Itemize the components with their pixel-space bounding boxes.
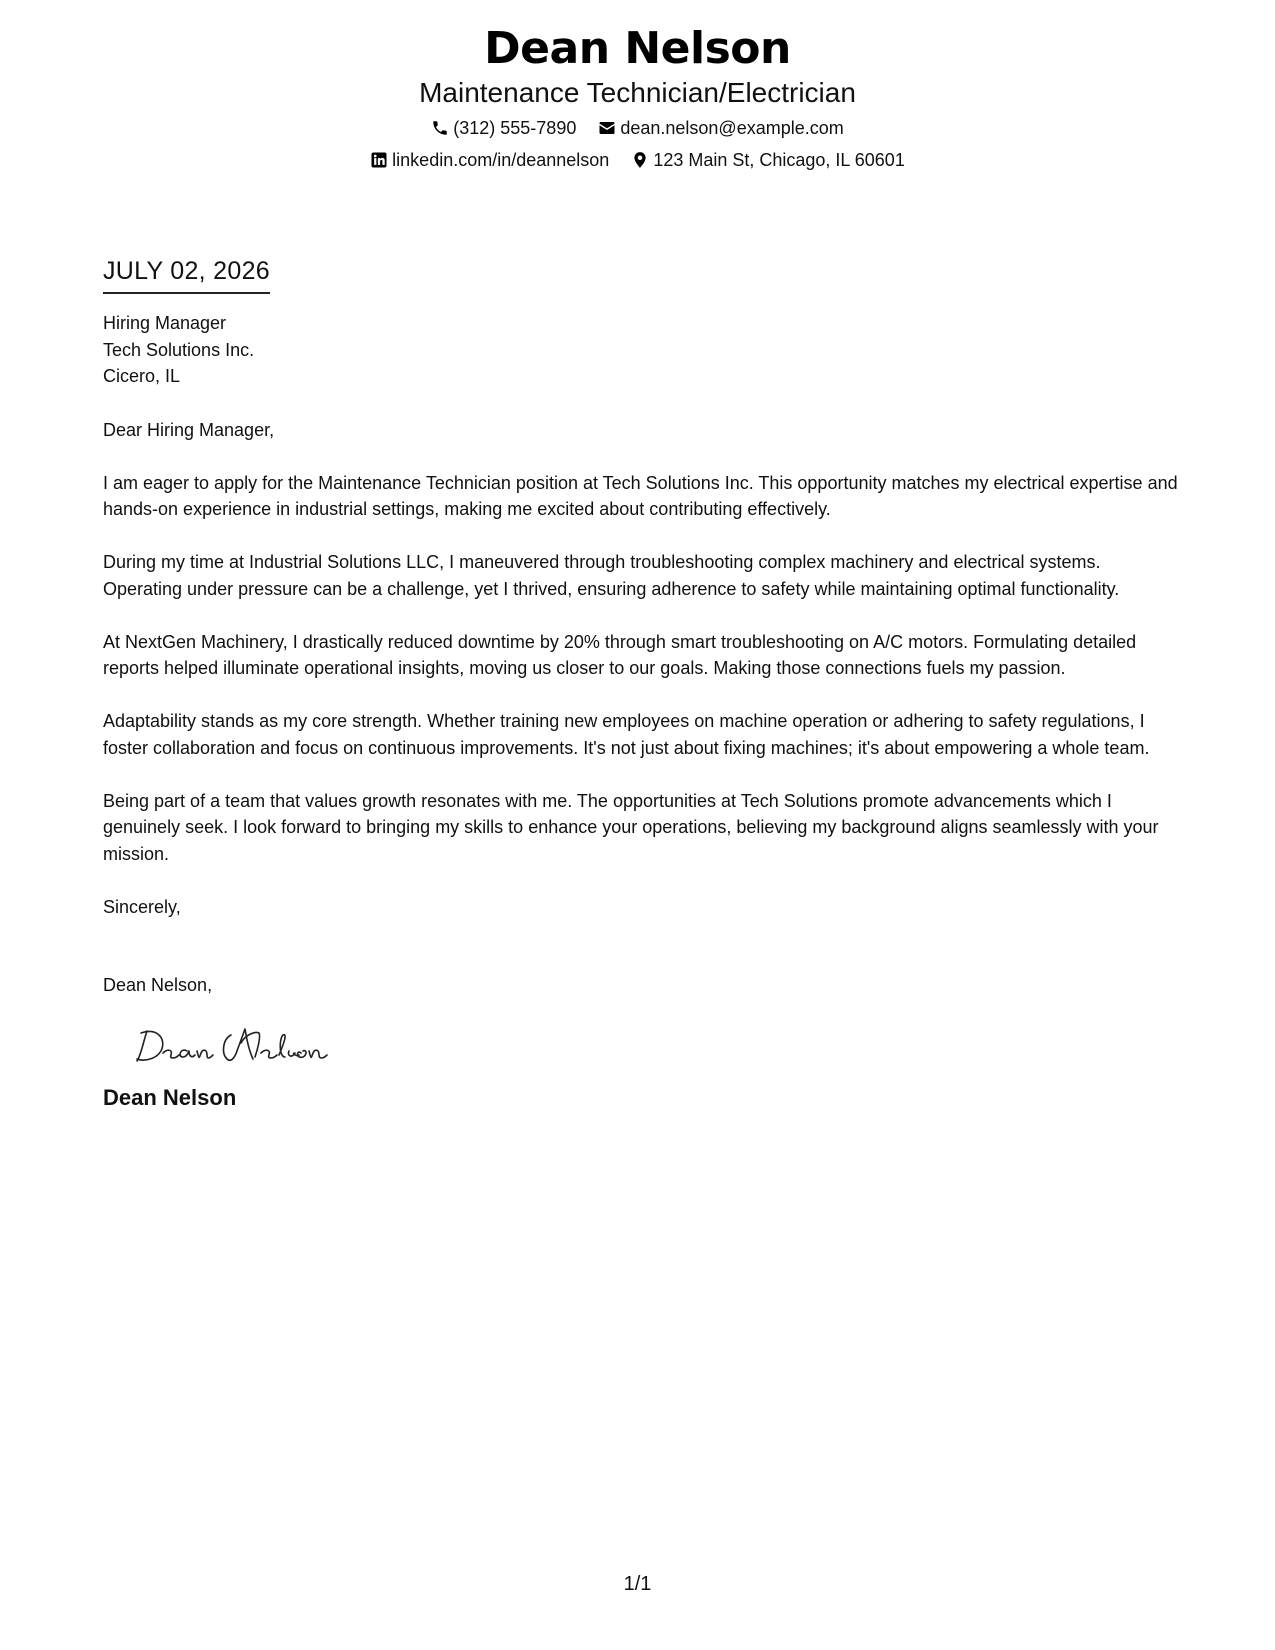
mailing-address: 123 Main St, Chicago, IL 60601 [653,150,905,170]
recipient-title: Hiring Manager [103,313,227,333]
job-title: Maintenance Technician/Electrician [419,77,856,108]
closing: Sincerely, [103,896,181,917]
recipient-company: Tech Solutions Inc. [103,339,255,360]
salutation: Dear Hiring Manager, [103,419,275,440]
linkedin-contact [370,148,609,172]
body-paragraph: Being part of a team that values growth resonates with me. The opportunities at Tech Solutions promote advancements which I genuinely seek. I look forward to bringing my skills to enhance your operations, believing my background aligns seamlessly with your mission. [103,790,1159,864]
body-paragraph: I am eager to apply for the Maintenance Technician position at Tech Solutions Inc. This opportunity matches my electrical expertise and hands-on experience in industrial settings, making me excited about contributing effectively. [103,472,1178,519]
linkedin-icon [370,151,388,169]
contact-row-primary [0,116,1275,140]
recipient-block [103,310,1178,390]
recipient-location: Cicero, IL [103,366,181,386]
letter-body [103,254,1178,1113]
sender-name: Dean Nelson, [103,975,213,995]
contact-row-secondary [0,148,1275,172]
email-contact [598,116,843,140]
body-paragraph: At NextGen Machinery, I drastically reduced downtime by 20% through smart troubleshooting on A/C motors. Formulating detailed reports helped illuminate operational insights, moving us closer to our goals. Making those connections fuels my passion. [103,631,1137,678]
signed-name: Dean Nelson [103,1084,237,1110]
phone-contact [431,116,576,140]
page-number: 1/1 [623,1573,652,1595]
phone-icon [431,119,449,137]
map-pin-icon [631,151,649,169]
body-paragraph: During my time at Industrial Solutions LLC, I maneuvered through troubleshooting complex machinery and electrical systems. Operating under pressure can be a challenge, yet I thrived, ensuring adherence to safety while maintaining optimal functionality. [103,552,1120,599]
email-address: dean.nelson@example.com [620,118,844,138]
envelope-icon [598,119,616,137]
applicant-name: Dean Nelson [484,23,791,74]
body-paragraph: Adaptability stands as my core strength. Whether training new employees on machine operation or adhering to safety regulations, I foster collaboration and focus on continuous improvements. It's not just about fixing machines; it's about empowering a whole team. [103,711,1150,758]
letter-header [0,22,1275,172]
linkedin-url: linkedin.com/in/deannelson [392,150,610,170]
phone-number: (312) 555-7890 [453,118,577,138]
letter-date: JULY 02, 2026 [103,254,270,294]
handwritten-signature [133,1021,333,1071]
address-contact [631,148,905,172]
